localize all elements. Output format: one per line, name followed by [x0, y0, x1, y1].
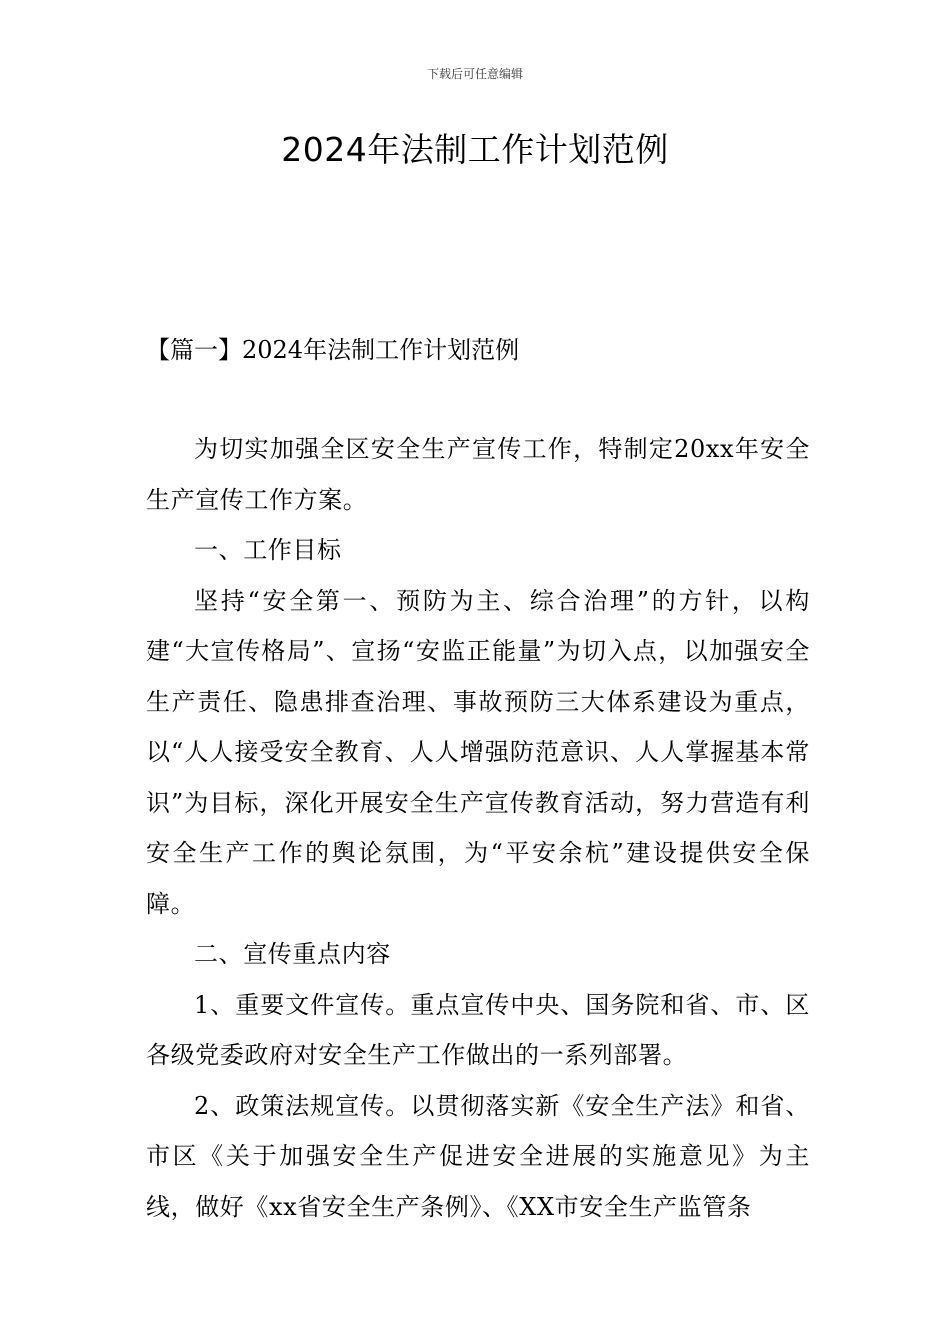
document-title: 2024年法制工作计划范例: [281, 130, 669, 169]
paragraph-item-2: 2、政策法规宣传。以贯彻落实新《安全生产法》和省、市区《关于加强安全生产促进安全进展的实施意见》为主线，做好《xx省安全生产条例》、《XX市安全生产监管条: [146, 1091, 810, 1221]
header-note: 下载后可任意编辑: [426, 67, 523, 81]
paragraph-heading-goals: 一、工作目标: [194, 536, 342, 564]
paragraph-intro: 为切实加强全区安全生产宣传工作，特制定20xx年安全生产宣传工作方案。: [146, 435, 810, 514]
paragraph-goals: 坚持“安全第一、预防为主、综合治理”的方针，以构建“大宣传格局”、宣扬“安监正能量”为切入点，以加强安全生产责任、隐患排查治理、事故预防三大体系建设为重点，以“人人接受安全教育、人人增强防范意识、人人掌握基本常识”为目标，深化开展安全生产宣传教育活动，努力营造有利安全生产工作的舆论氛围，为“平安余杭”建设提供安全保障。: [146, 586, 810, 918]
document-body: [146, 424, 810, 1232]
section-heading: 【篇一】2024年法制工作计划范例: [146, 336, 520, 364]
paragraph-item-1: 1、重要文件宣传。重点宣传中央、国务院和省、市、区各级党委政府对安全生产工作做出的一系列部署。: [146, 990, 810, 1069]
paragraph-heading-content: 二、宣传重点内容: [194, 940, 391, 968]
